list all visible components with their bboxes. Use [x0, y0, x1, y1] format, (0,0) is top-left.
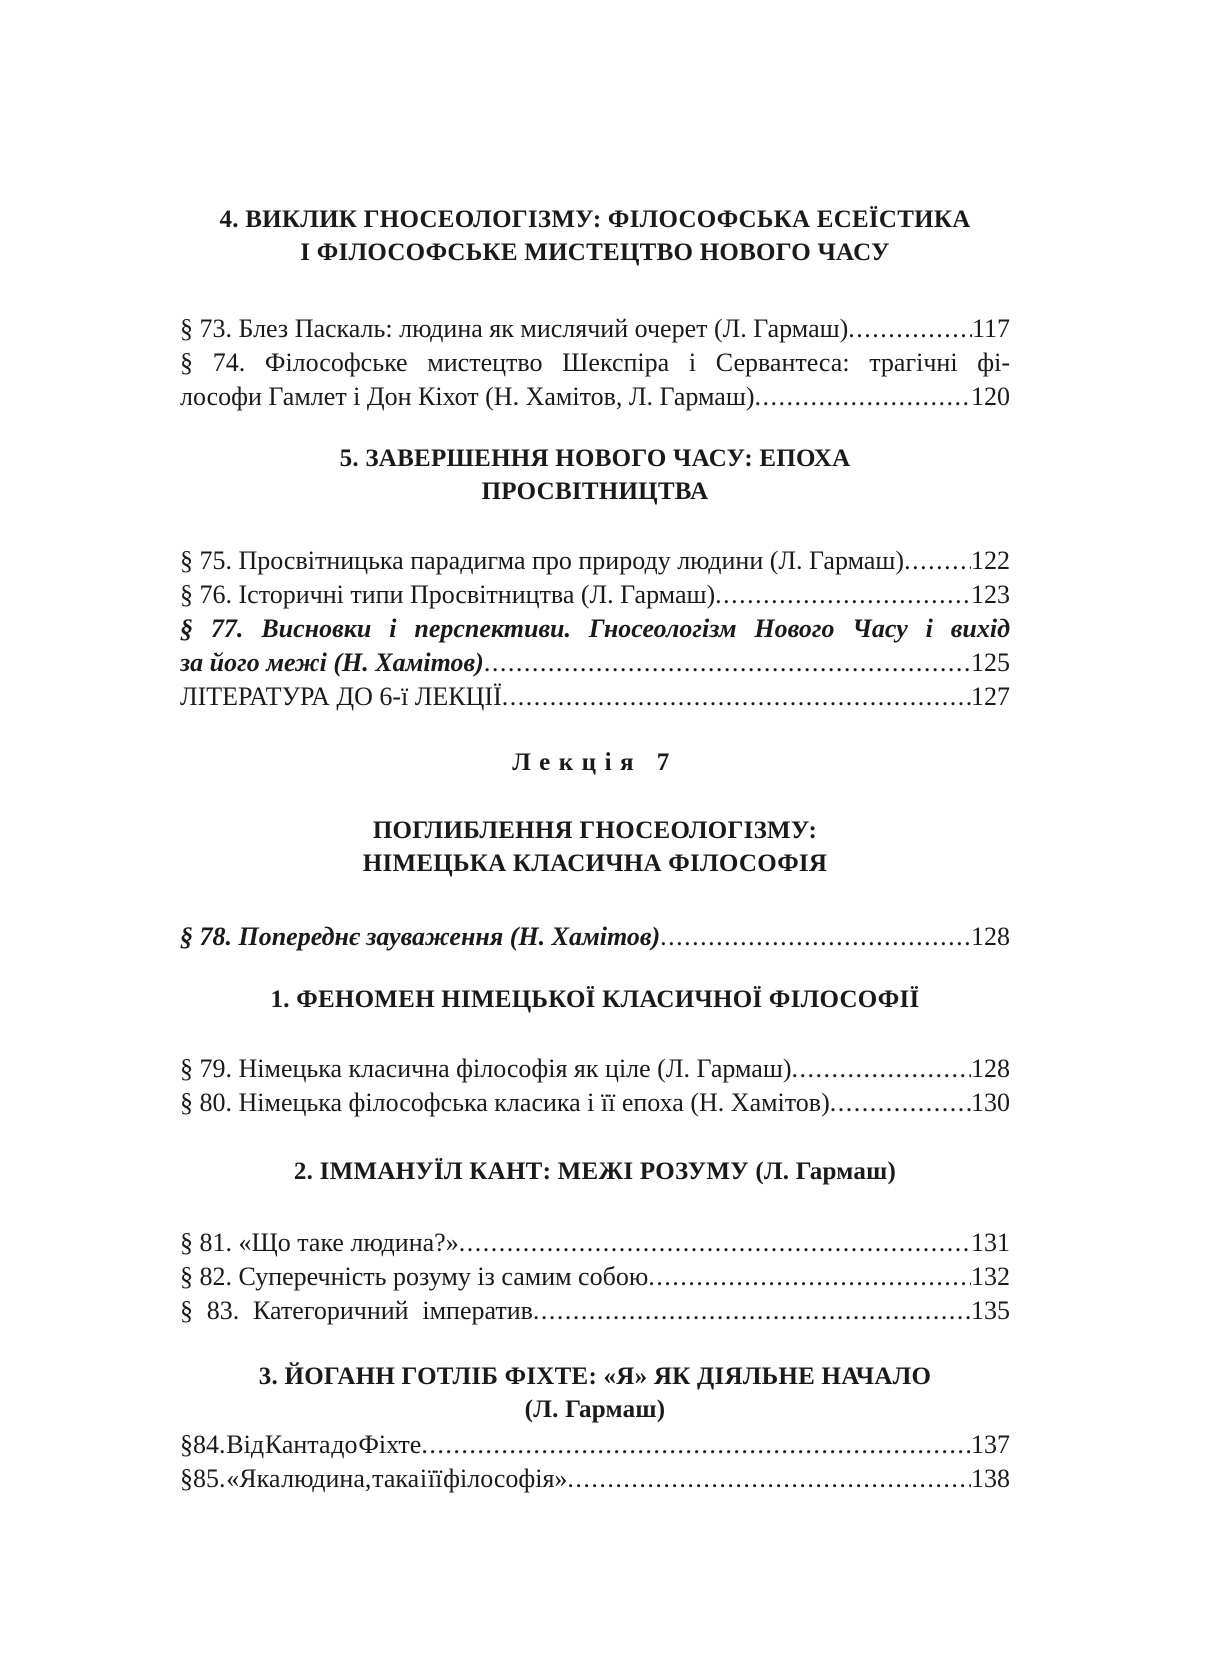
subsection-2-heading: 2. ІММАНУЇЛ КАНТ: МЕЖІ РОЗУМУ (Л. Гармаш): [293, 1158, 897, 1185]
entry-label: § 82. Суперечність розуму із самим собою: [180, 1262, 649, 1291]
section-4-heading-line-1: 4. ВИКЛИК ГНОСЕОЛОГІЗМУ: ФІЛОСОФСЬКА ЕСЕЇСТИКА: [219, 206, 971, 233]
section-5-heading-line-1: 5. ЗАВЕРШЕННЯ НОВОГО ЧАСУ: ЕПОХА: [339, 445, 851, 472]
entry-label: §84. Від Канта до Фіхте: [180, 1430, 422, 1459]
page-number: 123: [971, 580, 1010, 609]
page-number: 120: [971, 382, 1010, 411]
dot-leader: [904, 544, 971, 578]
subsection-3-heading-line-2: (Л. Гармаш): [524, 1396, 666, 1423]
page-number: 117: [971, 314, 1010, 343]
entry-label: § 81. «Що таке людина?»: [180, 1228, 459, 1257]
dot-leader: [715, 578, 971, 612]
entry-label: § 83. Категоричний імператив: [180, 1296, 533, 1325]
toc-entry-74-line-2: [180, 380, 1010, 414]
lecture-7-heading-line-1: ПОГЛИБЛЕННЯ ГНОСЕОЛОГІЗМУ:: [372, 817, 818, 844]
subsection-3-heading-line-1: 3. ЙОГАНН ГОТЛІБ ФІХТЕ: «Я» ЯК ДІЯЛЬНЕ НАЧАЛО: [258, 1363, 932, 1390]
toc-entry-77-line-1: § 77. Висновки і перспективи. Гносеологізм Нового Часу і вихід: [180, 614, 1010, 643]
lecture-7-kicker: Лекція 7: [512, 749, 678, 776]
entry-label: § 79. Німецька класична філософія як ціле (Л. Гармаш): [180, 1054, 792, 1083]
dot-leader: [421, 1428, 971, 1462]
dot-leader: [848, 312, 972, 346]
page-number: 132: [971, 1262, 1010, 1291]
dot-leader: [459, 1226, 971, 1260]
dot-leader: [660, 920, 971, 954]
toc-content: [180, 0, 1010, 1496]
toc-entry-78: [180, 920, 1010, 954]
section-5-heading-line-2: ПРОСВІТНИЦТВА: [481, 478, 709, 505]
toc-entry-75: [180, 544, 1010, 578]
toc-entry-literature-6: [180, 680, 1010, 714]
entry-label: § 75. Просвітницька парадигма про природу людини (Л. Гармаш): [180, 546, 905, 575]
toc-entry-74-line-1: § 74. Філософське мистецтво Шекспіра і Сервантеса: трагічні фі-: [180, 348, 1010, 377]
toc-entry-81: [180, 1226, 1010, 1260]
section-4-heading-line-2: І ФІЛОСОФСЬКЕ МИСТЕЦТВО НОВОГО ЧАСУ: [300, 239, 890, 266]
toc-entry-80: [180, 1086, 1010, 1120]
page-number: 137: [971, 1430, 1010, 1459]
dot-leader: [484, 646, 971, 680]
entry-label: § 78. Попереднє зауваження (Н. Хамітов): [180, 922, 661, 951]
page-number: 131: [971, 1228, 1010, 1257]
entry-label: лософи Гамлет і Дон Кіхот (Н. Хамітов, Л. Гармаш): [180, 382, 755, 411]
toc-entry-84: [180, 1428, 1010, 1462]
page-number: 125: [971, 648, 1010, 677]
dot-leader: [533, 1294, 971, 1328]
toc-entry-77-line-2: [180, 646, 1010, 680]
page-number: 128: [971, 1054, 1010, 1083]
page-number: 127: [971, 682, 1010, 711]
entry-label: § 73. Блез Паскаль: людина як мислячий очерет (Л. Гармаш): [180, 314, 849, 343]
dot-leader: [792, 1052, 972, 1086]
lecture-7-heading-line-2: НІМЕЦЬКА КЛАСИЧНА ФІЛОСОФІЯ: [362, 850, 828, 877]
dot-leader: [567, 1462, 971, 1496]
page-number: 138: [971, 1464, 1010, 1493]
entry-label: § 80. Німецька філософська класика і її епоха (Н. Хамітов): [180, 1088, 830, 1117]
entry-label: § 76. Історичні типи Просвітництва (Л. Гармаш): [180, 580, 716, 609]
entry-label: ЛІТЕРАТУРА ДО 6-ї ЛЕКЦІЇ: [180, 682, 502, 711]
subsection-1-heading: 1. ФЕНОМЕН НІМЕЦЬКОЇ КЛАСИЧНОЇ ФІЛОСОФІЇ: [270, 986, 920, 1013]
toc-entry-73: [180, 312, 1010, 346]
toc-entry-79: [180, 1052, 1010, 1086]
dot-leader: [648, 1260, 971, 1294]
page-number: 122: [971, 546, 1010, 575]
toc-entry-76: [180, 578, 1010, 612]
entry-label: за його межі (Н. Хамітов): [180, 648, 484, 677]
page-number: 130: [971, 1088, 1010, 1117]
dot-leader: [502, 680, 971, 714]
toc-entry-83: [180, 1294, 1010, 1328]
toc-entry-85: [180, 1462, 1010, 1496]
page-number: 135: [971, 1296, 1010, 1325]
dot-leader: [830, 1086, 971, 1120]
entry-label: §85. «Яка людина, така і її філософія»: [180, 1464, 568, 1493]
toc-entry-82: [180, 1260, 1010, 1294]
dot-leader: [755, 380, 971, 414]
page-number: 128: [971, 922, 1010, 951]
